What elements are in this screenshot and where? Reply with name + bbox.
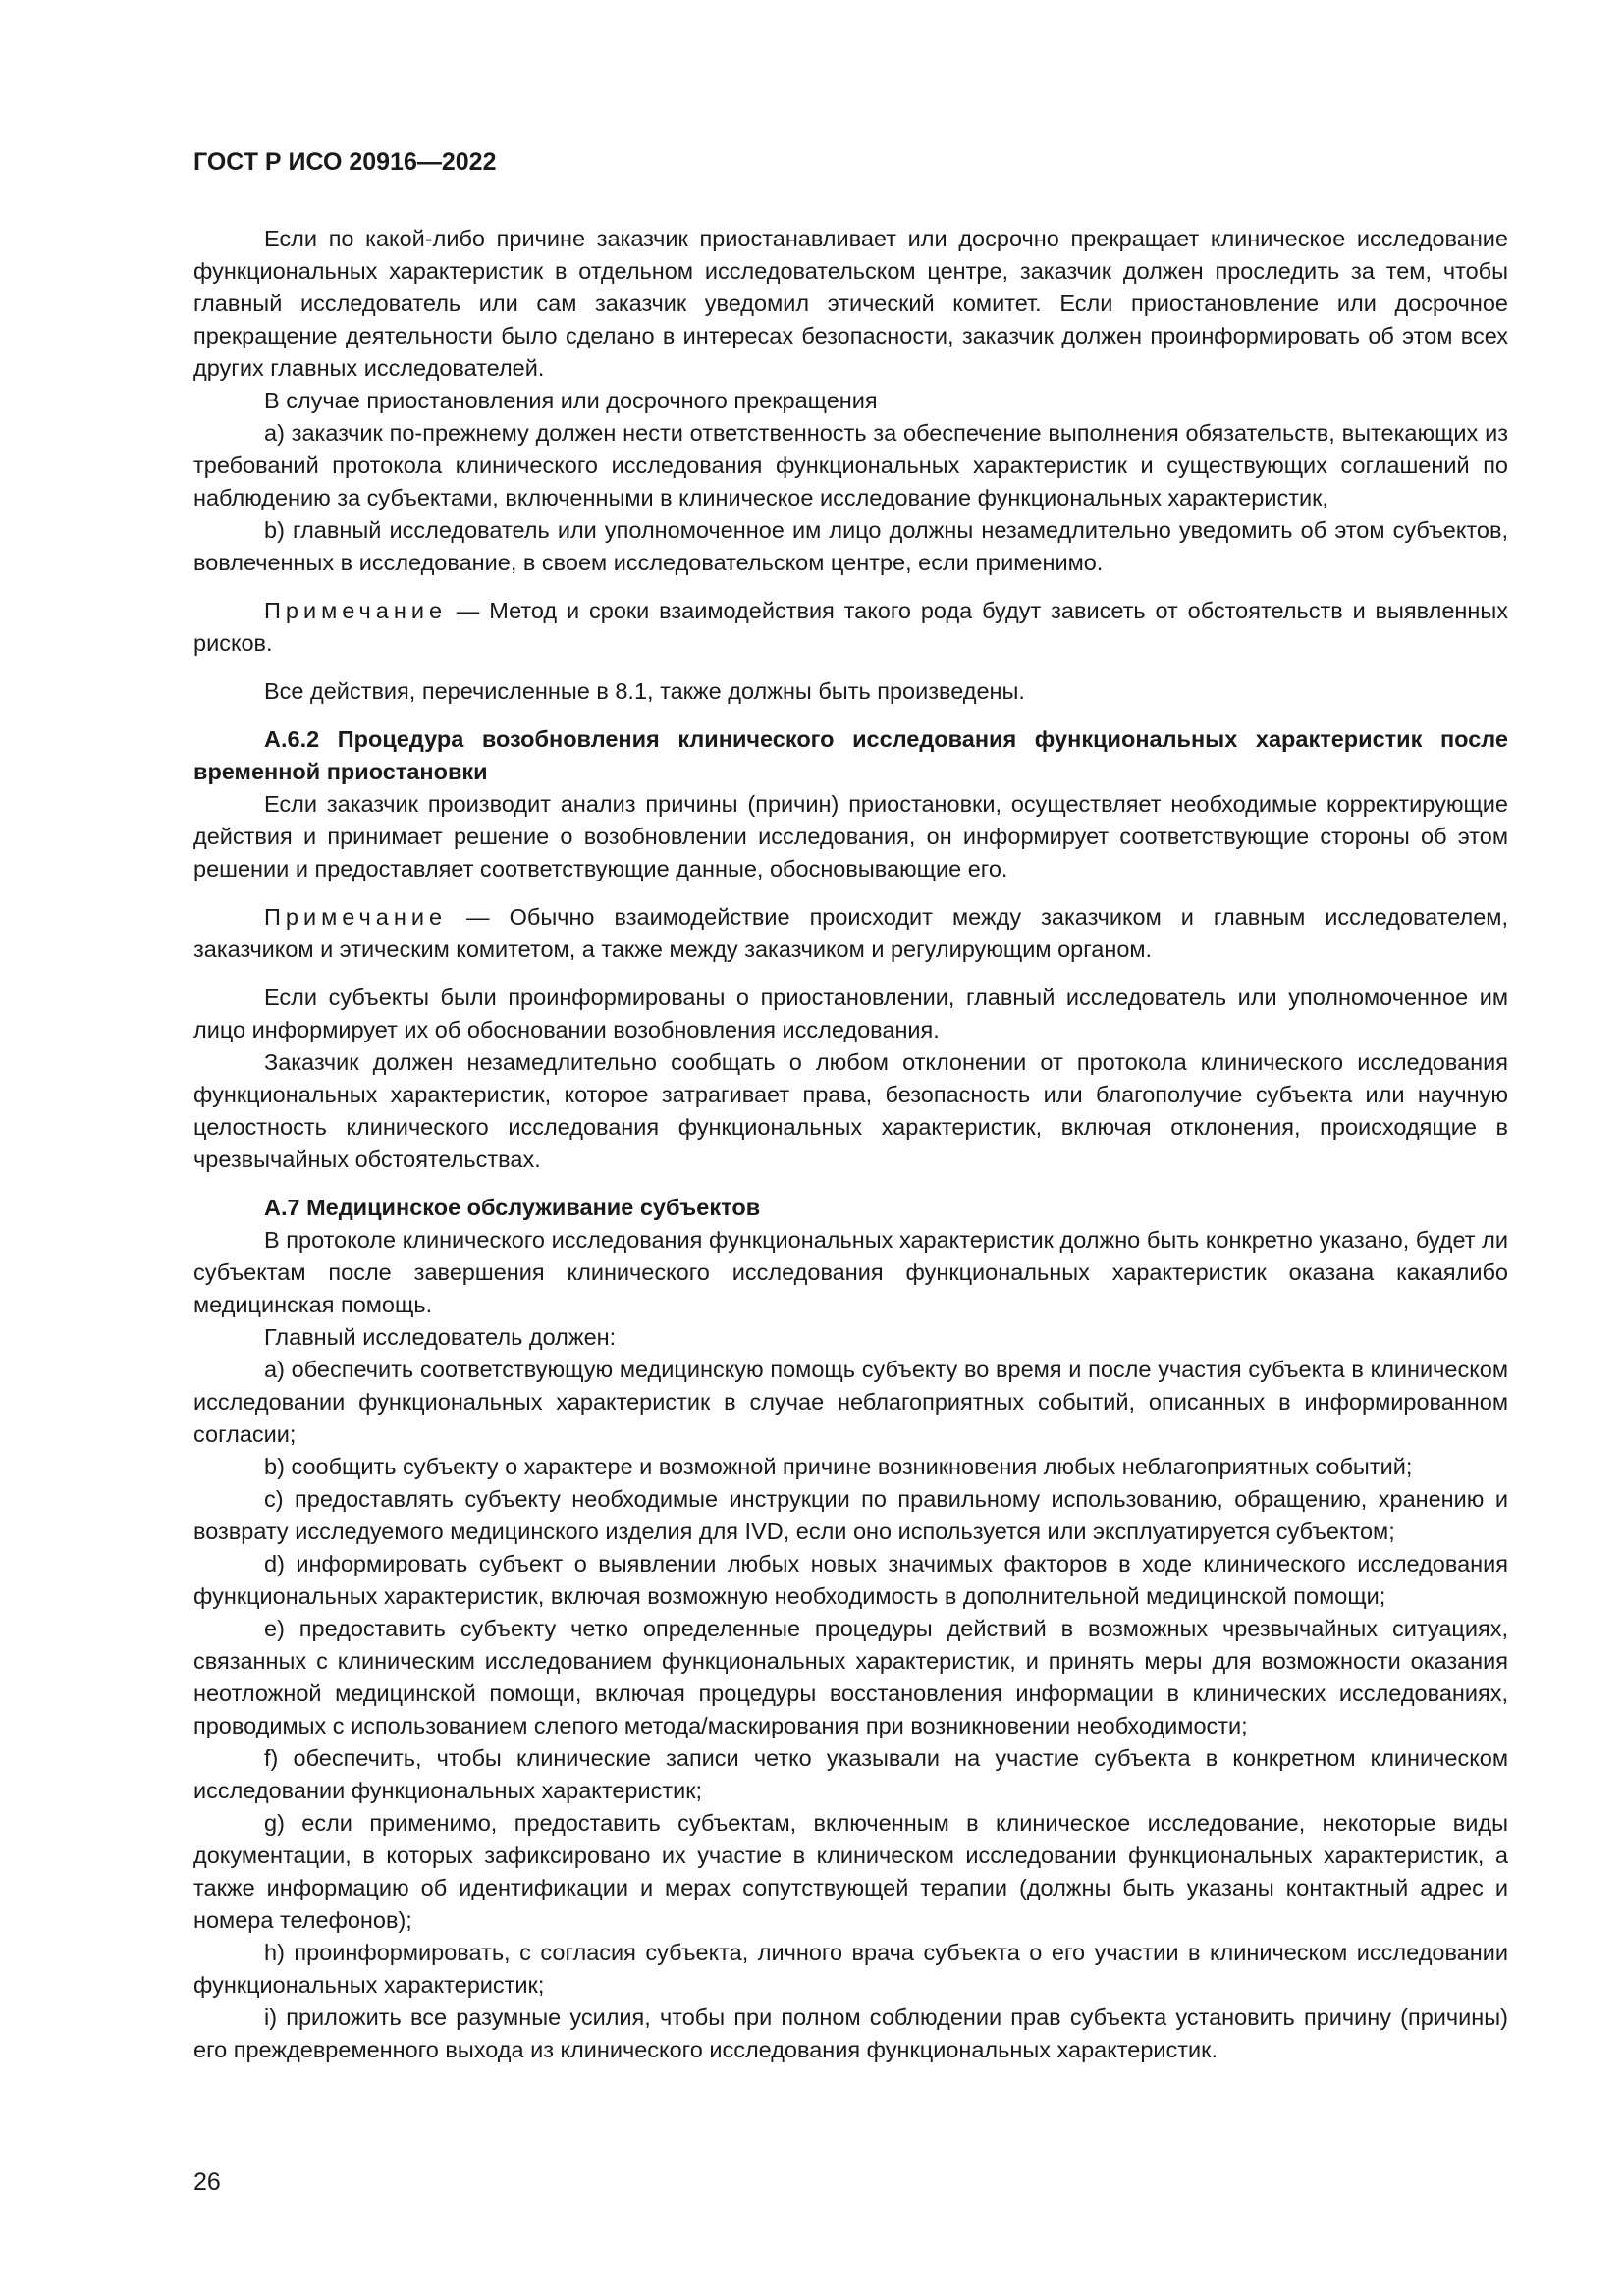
note-text: — Метод и сроки взаимодействия такого рода будут зависеть от обстоятельств и выявленных рисков.	[193, 598, 1508, 656]
list-item: b) сообщить субъекту о характере и возможной причине возникновения любых неблагоприятных событий;	[264, 1454, 1413, 1479]
note-text: — Обычно взаимодействие происходит между заказчиком и главным исследователем, заказчиком и этическим комитетом, а также между заказчиком и регулирующим органом.	[193, 904, 1508, 962]
section-heading: А.6.2 Процедура возобновления клинического исследования функциональных характеристик после временной приостановки	[193, 726, 1508, 784]
document-header: ГОСТ Р ИСО 20916—2022	[193, 148, 497, 176]
section-heading: А.7 Медицинское обслуживание субъектов	[264, 1195, 761, 1220]
paragraph: В протоколе клинического исследования функциональных характеристик должно быть конкретно указано, будет ли субъектам после завершения клинического исследования функциональных характеристик оказана какаялибо медицинская помощь.	[193, 1227, 1508, 1317]
paragraph: В случае приостановления или досрочного прекращения	[264, 388, 878, 413]
paragraph: Главный исследователь должен:	[264, 1324, 617, 1350]
paragraph: Все действия, перечисленные в 8.1, также должны быть произведены.	[264, 678, 1025, 704]
paragraph: Если заказчик производит анализ причины (причин) приостановки, осуществляет необходимые корректирующие действия и принимает решение о возобновлении исследования, он информирует соответствующие стороны об этом решении и предоставляет соответствующие данные, обосновывающие его.	[193, 791, 1508, 881]
document-body	[193, 223, 1508, 2066]
list-item: e) предоставить субъекту четко определенные процедуры действий в возможных чрезвычайных ситуациях, связанных с клиническим исследованием функциональных характеристик, и принять меры для возможности оказания неотложной медицинской помощи, включая процедуры восстановления информации в клинических исследованиях, проводимых с использованием слепого метода/маскирования при возникновении необходимости;	[193, 1616, 1508, 1738]
list-item: i) приложить все разумные усилия, чтобы при полном соблюдении прав субъекта установить причину (причины) его преждевременного выхода из клинического исследования функциональных характеристик.	[193, 2004, 1508, 2062]
note	[193, 901, 1508, 966]
list-item: a) заказчик по-прежнему должен нести ответственность за обеспечение выполнения обязательств, вытекающих из требований протокола клинического исследования функциональных характеристик и существующих соглашений по наблюдению за субъектами, включенными в клиническое исследование функциональных характеристик,	[193, 420, 1508, 510]
list-item: f) обеспечить, чтобы клинические записи четко указывали на участие субъекта в конкретном клиническом исследовании функциональных характеристик;	[193, 1745, 1508, 1803]
page-number: 26	[193, 2168, 221, 2196]
list-item: d) информировать субъект о выявлении любых новых значимых факторов в ходе клинического исследования функциональных характеристик, включая возможную необходимость в дополнительной медицинской помощи;	[193, 1551, 1508, 1609]
list-item: c) предоставлять субъекту необходимые инструкции по правильному использованию, обращению, хранению и возврату исследуемого медицинского изделия для IVD, если оно используется или эксплуатируется субъектом;	[193, 1486, 1508, 1544]
paragraph: Заказчик должен незамедлительно сообщать о любом отклонении от протокола клинического исследования функциональных характеристик, которое затрагивает права, безопасность или благополучие субъекта или научную целостность клинического исследования функциональных характеристик, включая отклонения, происходящие в чрезвычайных обстоятельствах.	[193, 1049, 1508, 1172]
note	[193, 595, 1508, 660]
paragraph: Если субъекты были проинформированы о приостановлении, главный исследователь или уполномоченное им лицо информирует их об обосновании возобновления исследования.	[193, 985, 1508, 1042]
note-label: Примечание	[264, 904, 448, 930]
list-item: a) обеспечить соответствующую медицинскую помощь субъекту во время и после участия субъекта в клиническом исследовании функциональных характеристик в случае неблагоприятных событий, описанных в информированном согласии;	[193, 1357, 1508, 1447]
note-label: Примечание	[264, 598, 448, 623]
list-item: h) проинформировать, с согласия субъекта, личного врача субъекта о его участии в клиническом исследовании функциональных характеристик;	[193, 1940, 1508, 1998]
list-item: b) главный исследователь или уполномоченное им лицо должны незамедлительно уведомить об этом субъектов, вовлеченных в исследование, в своем исследовательском центре, если применимо.	[193, 517, 1508, 575]
paragraph: Если по какой-либо причине заказчик приостанавливает или досрочно прекращает клиническое исследование функциональных характеристик в отдельном исследовательском центре, заказчик должен проследить за тем, чтобы главный исследователь или сам заказчик уведомил этический комитет. Если приостановление или досрочное прекращение деятельности было сделано в интересах безопасности, заказчик должен проинформировать об этом всех других главных исследователей.	[193, 226, 1508, 381]
list-item: g) если применимо, предоставить субъектам, включенным в клиническое исследование, некоторые виды документации, в которых зафиксировано их участие в клиническом исследовании функциональных характеристик, а также информацию об идентификации и мерах сопутствующей терапии (должны быть указаны контактный адрес и номера телефонов);	[193, 1810, 1508, 1933]
